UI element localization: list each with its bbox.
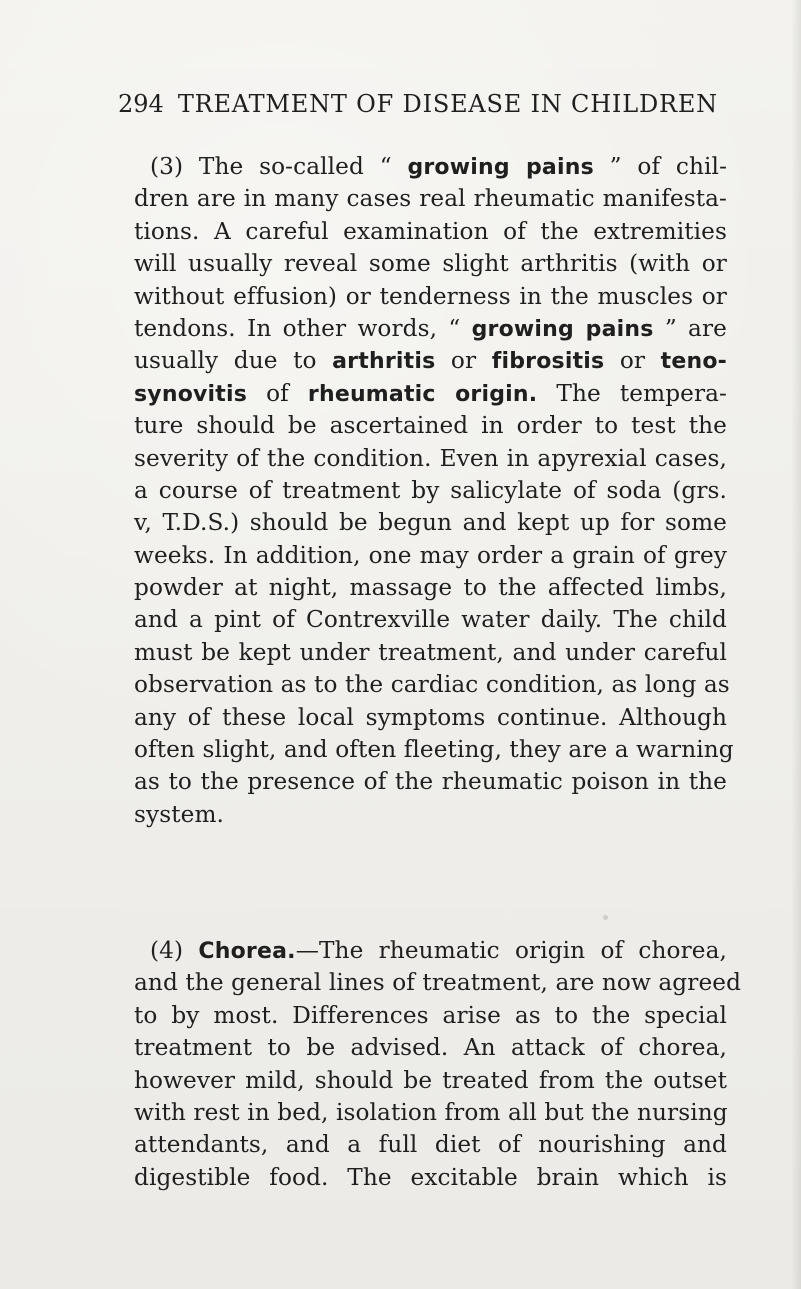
text-line: weeks. In addition, one may order a grain of grey xyxy=(134,541,727,569)
text-segment: or xyxy=(604,347,661,375)
text-segment: or xyxy=(435,347,492,375)
page-edge-shadow xyxy=(791,0,801,1289)
text-line: and a pint of Contrexville water daily. The child xyxy=(134,606,727,634)
bold-term-synovitis: synovitis xyxy=(134,381,248,407)
text-line: dren are in many cases real rheumatic manifesta- xyxy=(134,185,727,213)
paragraph-growing-pains xyxy=(134,151,734,831)
bold-term-growing-pains: growing pains xyxy=(407,155,594,180)
bold-term-fibrositis: fibrositis xyxy=(491,349,605,375)
text-line: treatment to be advised. An attack of chorea, xyxy=(134,1034,727,1062)
text-segment: (4) xyxy=(150,937,199,964)
text-line: without effusion) or tenderness in the muscles or xyxy=(134,282,727,310)
text-line: as to the presence of the rheumatic poison in the xyxy=(134,768,727,796)
text-line xyxy=(134,345,727,377)
text-line: powder at night, massage to the affected limbs, xyxy=(134,574,727,602)
text-segment: of xyxy=(247,379,308,407)
text-line: observation as to the cardiac condition, as long as xyxy=(134,671,730,699)
text-line: v, T.D.S.) should be begun and kept up for some xyxy=(134,509,727,537)
bold-term-growing-pains: growing pains xyxy=(471,316,654,342)
running-title: TREATMENT OF DISEASE IN CHILDREN xyxy=(177,90,718,118)
text-segment: —The rheumatic origin of chorea, xyxy=(295,937,727,964)
page-number: 294 xyxy=(118,90,164,118)
text-segment: tendons. In other words, “ xyxy=(134,314,472,342)
bold-term-arthritis: arthritis xyxy=(332,349,436,375)
text-line: to by most. Differences arise as to the special xyxy=(134,1001,727,1029)
text-line: with rest in bed, isolation from all but the nursing xyxy=(134,1098,728,1126)
page-header xyxy=(118,92,728,126)
paragraph-chorea xyxy=(134,935,742,1194)
text-line: will usually reveal some slight arthritis (with or xyxy=(134,250,727,278)
bold-term-chorea: Chorea. xyxy=(198,939,296,964)
text-line xyxy=(134,313,727,345)
text-segment: The tempera- xyxy=(537,379,727,407)
text-line: however mild, should be treated from the outset xyxy=(134,1066,727,1094)
text-line: often slight, and often fleeting, they are a warning xyxy=(134,736,734,764)
paper-spot xyxy=(603,915,608,920)
text-line xyxy=(134,151,727,183)
text-line: must be kept under treatment, and under careful xyxy=(134,638,727,666)
text-line: system. xyxy=(134,800,224,828)
text-segment: ” of chil- xyxy=(593,153,727,180)
text-line: a course of treatment by salicylate of soda (grs. xyxy=(134,476,727,504)
text-line: digestible food. The excitable brain which is xyxy=(134,1163,727,1191)
text-segment: (3) The so-called “ xyxy=(150,153,408,180)
bold-term-teno: teno- xyxy=(660,349,728,375)
text-line: severity of the condition. Even in apyrexial cases, xyxy=(134,444,727,472)
text-line xyxy=(134,935,727,967)
text-segment: ” are xyxy=(653,314,727,342)
text-segment: usually due to xyxy=(134,347,333,375)
text-line: any of these local symptoms continue. Although xyxy=(134,703,727,731)
text-line xyxy=(134,378,727,410)
text-line: and the general lines of treatment, are now agreed xyxy=(134,969,742,997)
bold-term-rheumatic-origin: rheumatic origin. xyxy=(307,381,538,407)
text-line: ture should be ascertained in order to test the xyxy=(134,412,727,440)
text-line: attendants, and a full diet of nourishing and xyxy=(134,1131,727,1159)
text-line: tions. A careful examination of the extremities xyxy=(134,217,727,245)
